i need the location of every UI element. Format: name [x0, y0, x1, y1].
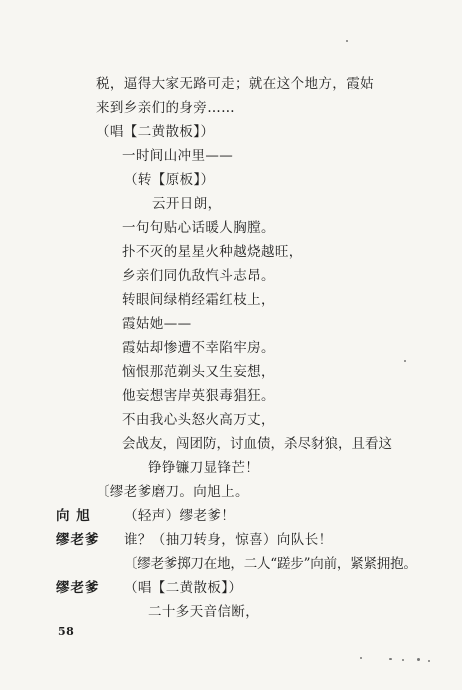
lyric-line: 霞姑她—— [122, 316, 192, 332]
scan-speck [402, 659, 404, 661]
text-line: 来到乡亲们的身旁…… [96, 100, 235, 116]
scan-speck [404, 360, 406, 362]
scan-speck [360, 657, 362, 659]
lyric-line: 恼恨那范剃头又生妄想， [122, 364, 275, 380]
lyric-line: 扑不灭的星星火种越烧越旺， [122, 244, 303, 260]
stage-direction: （唱【二黄散板】） [96, 124, 215, 140]
dialogue-line: 谁？（抽刀转身，惊喜）向队长！ [124, 532, 333, 548]
lyric-line: 乡亲们同仇敌忾斗志昂。 [122, 268, 275, 284]
lyric-line: 铮铮镰刀显锋芒！ [148, 460, 260, 476]
lyric-line: 一句句贴心话暖人胸膛。 [122, 220, 275, 236]
text-line: 税，逼得大家无路可走；就在这个地方，霞姑 [96, 76, 374, 92]
scan-speck [417, 658, 420, 661]
lyric-line: 一时间山冲里—— [122, 148, 234, 164]
stage-direction: 〔缪老爹磨刀。向旭上。 [96, 484, 249, 500]
speaker-name: 缪老爹 [56, 580, 100, 596]
speaker-name: 缪老爹 [56, 532, 100, 548]
lyric-line: 他妄想害岸英狠毒猖狂。 [122, 388, 275, 404]
stage-direction: （转【原板】） [124, 172, 215, 188]
lyric-line: 云开日朗， [152, 196, 222, 212]
page-number: 58 [58, 625, 75, 638]
lyric-line: 转眼间绿梢经霜红枝上， [122, 292, 275, 308]
stage-direction: 〔缪老爹掷刀在地，二人“蹉步”向前，紧紧拥抱。 [124, 556, 417, 572]
dialogue-line: （轻声）缪老爹！ [124, 508, 236, 524]
lyric-line: 会战友，闯团防，讨血债，杀尽豺狼，且看这 [122, 436, 392, 452]
speaker-name: 向 旭 [56, 508, 91, 524]
scan-speck [389, 658, 392, 660]
scan-speck [428, 660, 430, 662]
scan-speck [346, 40, 348, 42]
lyric-line: 霞姑却惨遭不幸陷牢房。 [122, 340, 275, 356]
stage-direction: （唱【二黄散板】） [124, 580, 243, 596]
lyric-line: 不由我心头怒火高万丈， [122, 412, 275, 428]
lyric-line: 二十多天音信断， [148, 604, 260, 620]
